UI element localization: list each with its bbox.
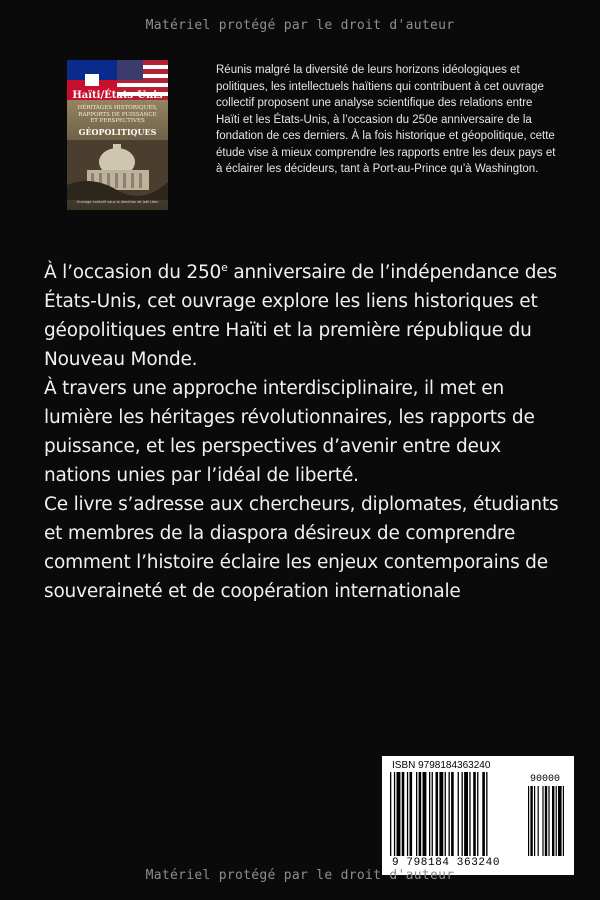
barcode-bar [462, 772, 463, 856]
barcode-bar [390, 772, 391, 856]
barcode-bar [397, 772, 401, 856]
barcode-bar [432, 772, 433, 856]
barcode-bar [410, 772, 413, 856]
barcode-addon-bar [542, 786, 543, 856]
barcode-bar [451, 772, 454, 856]
copyright-watermark-top: Matériel protégé par le droit d'auteur [145, 18, 455, 33]
price-code: 90000 [530, 774, 561, 785]
paragraph-1-start: À l’occasion du 250 [44, 262, 222, 283]
barcode-bar [469, 772, 470, 856]
isbn-barcode [382, 756, 574, 875]
book-cover-thumbnail [67, 60, 168, 210]
barcode-addon-bar [545, 786, 547, 856]
barcode-addon-bar [548, 786, 549, 856]
isbn-digits: 9 798184 363240 [392, 857, 501, 869]
barcode-addon-bar [534, 786, 535, 856]
barcode-bar [482, 772, 485, 856]
cover-footer: Ouvrage collectif sous la direction de Joël Léon [76, 200, 159, 204]
capitol-illustration [67, 140, 168, 200]
paragraph-1 [44, 258, 564, 374]
cover-subtitle [71, 105, 164, 125]
barcode-bar [458, 772, 459, 856]
paragraph-1-end: anniversaire de l’indépendance des États-Unis, cet ouvrage explore les liens historiques et géopolitiques entre Haïti et la première république du Nouveau Monde. [44, 262, 557, 370]
isbn-label: ISBN 9798184363240 [392, 760, 491, 771]
barcode-bar [436, 772, 439, 856]
barcode-addon-bar [556, 786, 557, 856]
barcode-bar [449, 772, 450, 856]
barcode-bar [445, 772, 446, 856]
barcode-bar [419, 772, 422, 856]
barcode-addon-bar [552, 786, 554, 856]
barcode-addon-bar [528, 786, 529, 856]
cover-subtitle-line: RAPPORTS DE PUISSANCE [78, 111, 157, 118]
barcode-bar [486, 772, 487, 856]
barcode-bar [464, 772, 468, 856]
paragraph-2: À travers une approche interdisciplinaire, il met en lumière les héritages révolutionnaires, les rapports de puissance, et les perspectives d’avenir entre deux nations unies par l’idéal de liberté. [44, 378, 535, 486]
barcode-bar [477, 772, 478, 856]
barcode-addon-bar [563, 786, 564, 856]
copyright-watermark-bottom: Matériel protégé par le droit d'auteur [145, 868, 455, 883]
barcode-addon-bar [538, 786, 539, 856]
cover-subtitle-line: ET PERSPECTIVES [90, 118, 145, 124]
summary-text: Réunis malgré la diversité de leurs horizons idéologiques et politiques, les intellectuels haïtiens qui contribuent à cet ouvrage collectif proposent une analyse scientifique des relations entre Haïti et les États-Unis, à l’occasion du 250e anniversaire de la fondation de ces derniers. À la fois historique et géopolitique, cette étude vise à mieux comprendre les rapports entre les deux pays et à éclairer les décideurs, tant à Port-au-Prince qu’à Washington. [216, 64, 556, 175]
cover-subtitle-line: HÉRITAGES HISTORIQUES, [77, 105, 158, 111]
barcode-bar [439, 772, 443, 856]
cover-title: Haïti/États-Unis [72, 90, 163, 101]
barcode-bar [407, 772, 408, 856]
barcode-bar [423, 772, 427, 856]
main-description [44, 258, 564, 606]
barcode-bars [388, 772, 568, 858]
superscript: e [221, 261, 228, 274]
paragraph-3: Ce livre s’adresse aux chercheurs, diplomates, étudiants et membres de la diaspora désireux de comprendre comment l’histoire éclaire les enjeux contemporains de souveraineté et de coopération internationale [44, 494, 559, 602]
barcode-addon-bar [558, 786, 562, 856]
book-summary [216, 62, 556, 178]
barcode-bar [394, 772, 395, 856]
barcode-bar [416, 772, 417, 856]
barcode-bar [429, 772, 430, 856]
cover-emphasis: GÉOPOLITIQUES [78, 127, 157, 137]
barcode-addon-bar [530, 786, 532, 856]
barcode-bar [402, 772, 405, 856]
barcode-bar [473, 772, 476, 856]
